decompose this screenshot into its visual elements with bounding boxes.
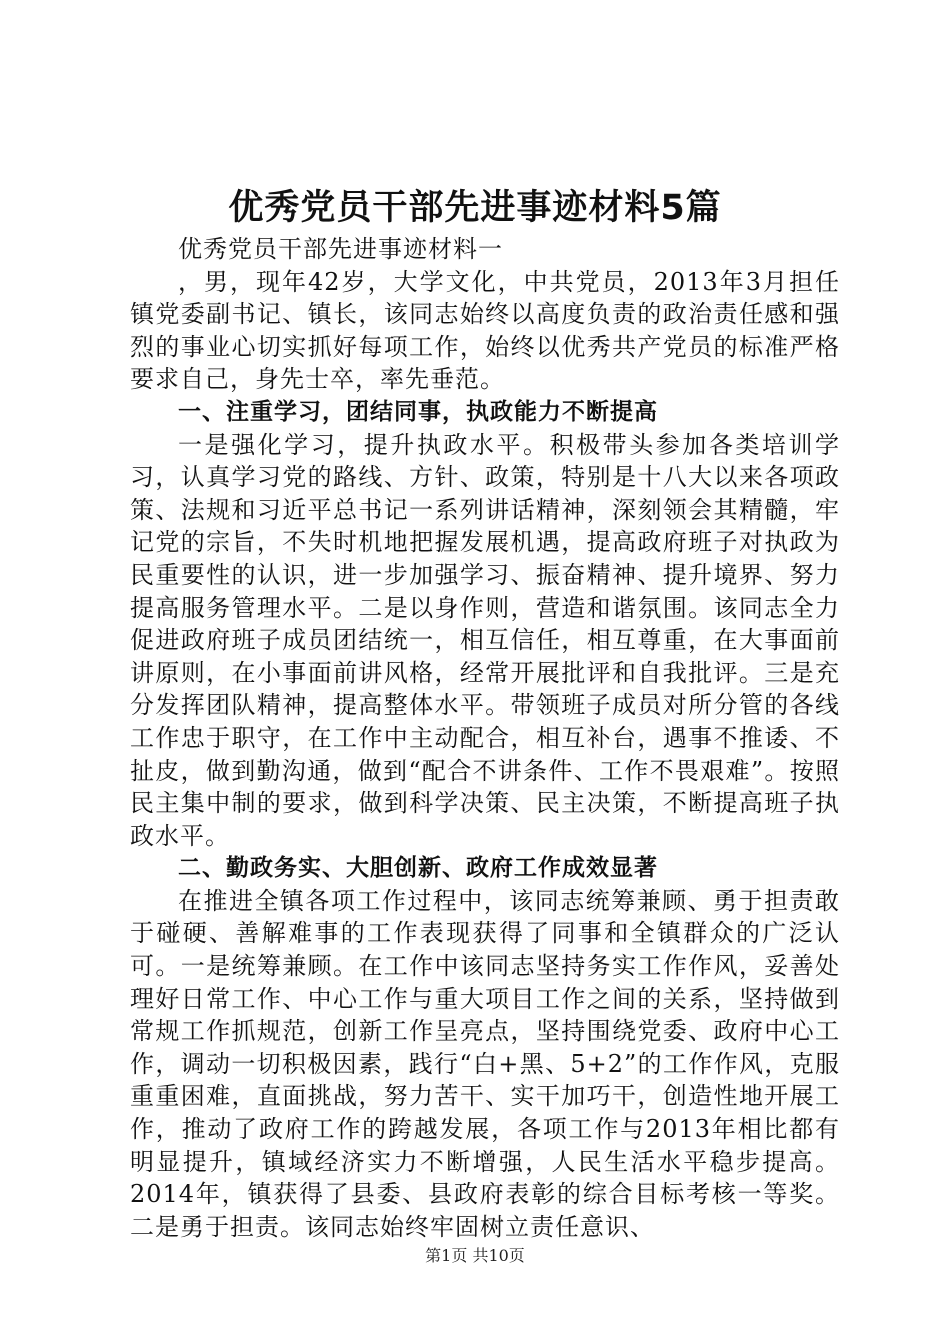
section-2-paragraph: 在推进全镇各项工作过程中，该同志统筹兼顾、勇于担责敢于碰硬、善解难事的工作表现获得了同事和全镇群众的广泛认可。一是统筹兼顾。在工作中该同志坚持务实工作作风，妥善处理好日常工作、中心工作与重大项目工作之间的关系，坚持做到常规工作抓规范，创新工作呈亮点，坚持围绕党委、政府中心工作，调动一切积极因素，践行“白+黑、5+2”的工作作风，克服重重困难，直面挑战，努力苦干、实干加巧干，创造性地开展工作，推动了政府工作的跨越发展，各项工作与2013年相比都有明显提升，镇域经济实力不断增强，人民生活水平稳步提高。2014年，镇获得了县委、县政府表彰的综合目标考核一等奖。二是勇于担责。该同志始终牢固树立责任意识、 [130,886,840,1241]
document-subtitle: 优秀党员干部先进事迹材料一 [178,235,503,263]
intro-paragraph: ，男，现年42岁，大学文化，中共党员，2013年3月担任镇党委副书记、镇长，该同志始终以高度负责的政治责任感和强烈的事业心切实抓好每项工作，始终以优秀共产党员的标准严格要求自己，身先士卒，率先垂范。 [130,267,840,394]
section-1-paragraph: 一是强化学习，提升执政水平。积极带头参加各类培训学习，认真学习党的路线、方针、政策，特别是十八大以来各项政策、法规和习近平总书记一系列讲话精神，深刻领会其精髓，牢记党的宗旨，不失时机地把握发展机遇，提高政府班子对执政为民重要性的认识，进一步加强学习、振奋精神、提升境界、努力提高服务管理水平。二是以身作则，营造和谐氛围。该同志全力促进政府班子成员团结统一，相互信任，相互尊重，在大事面前讲原则，在小事面前讲风格，经常开展批评和自我批评。三是充分发挥团队精神，提高整体水平。带领班子成员对所分管的各线工作忠于职守，在工作中主动配合，相互补台，遇事不推诿、不扯皮，做到勤沟通，做到“配合不讲条件、工作不畏艰难”。按照民主集中制的要求，做到科学决策、民主决策，不断提高班子执政水平。 [130,430,840,850]
section-1-heading: 一、注重学习，团结同事，执政能力不断提高 [178,398,658,425]
document-body [130,233,840,1243]
document-title: 优秀党员干部先进事迹材料5篇 [228,188,722,228]
section-2-heading: 二、勤政务实、大胆创新、政府工作成效显著 [178,855,658,882]
page-number-footer: 第1页 共10页 [425,1246,525,1265]
